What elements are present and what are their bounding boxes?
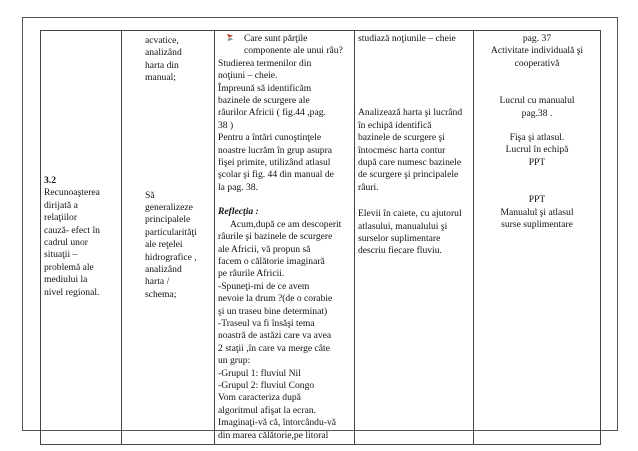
objective-line: problemă ale [44,261,94,273]
activity-line: bazinele de scurgere ale [218,95,310,107]
objective-text: principalele [145,214,191,226]
activity-line: noastre lucrăm în grup asupra [218,144,333,156]
objective-cell [41,31,122,445]
objective-text: Să [145,189,155,201]
activity-line: nevoie la drum ?(de o corabie [218,293,333,305]
objective-text: acvatice, [145,35,179,46]
objective-text: harta / [145,276,170,288]
objective-text: analizând [145,264,182,276]
activity-line: ale Africii, vă propun să [218,243,311,255]
activity-line: noţiuni – cheie. [218,70,278,82]
objective-line: nivel regional. [44,286,100,298]
resource-line: pag. 37 [522,33,552,44]
activity-line: -Spuneţi-mi de ce avem [218,280,310,292]
activity-line: algoritmul afişat la ecran. [218,404,317,416]
student-activity-line: descriu fiecare fluviu. [358,245,442,257]
activity-line: Acum,după ce am descoperit [230,218,342,230]
objective-text: particularităţi [145,226,197,238]
resource-line: Lucrul cu manualul [499,95,575,107]
activity-line: pe râurile Africii. [218,268,285,280]
objective-text: generalizeze [145,202,193,214]
activity-line: -Grupul 2: fluviul Congo [218,379,315,391]
activity-line: râurile şi bazinele de scurgere [218,231,333,243]
student-activity-line: întocmesc harta contur [358,144,446,156]
activity-line: Împreună să identificăm [218,82,312,94]
objective-text: manual; [145,72,176,84]
activity-line: noastră de astăzi care va avea [218,330,332,342]
objective-line: situaţii – [44,249,78,261]
activity-line: şcolar şi fig. 44 din manual de [218,169,334,181]
resource-line: PPT [528,156,546,168]
student-activity-line: studiază noţiunile – cheie [358,33,456,44]
objective-text: ale reţelei [145,239,183,251]
activity-line: 2 staţii ,în care va merge câte [218,342,330,354]
objective-text: analizând [145,47,182,59]
student-activity-line: Analizează harta şi lucrând [358,107,463,119]
activity-line: un grup: [218,355,251,367]
objective-line: mediului la [44,274,88,286]
resource-line: surse suplimentare [501,219,573,231]
activity-line: fişei primite, utilizând atlasul [218,157,331,169]
resource-line: Activitate individuală şi [490,45,584,57]
student-activity-line: surselor suplimentare [358,233,441,245]
activity-line: Vom caracteriza după [218,392,301,404]
resources-cell [474,31,601,445]
resource-line: Lucrul în echipă [505,144,569,156]
question-text: componente ale unui râu? [244,45,343,57]
student-activity-cell [355,31,474,445]
student-activity-line: după care numesc bazinele [358,157,462,169]
objective-line: cadrul unor [44,237,88,249]
resource-line: Manualul şi atlasul [500,206,574,218]
activity-line: Pentru a întări cunoştinţele [218,132,322,144]
activity-line: facem o călătorie imaginară [218,255,325,267]
activity-line: din marea călătorie,pe litoral [218,429,329,441]
student-activity-line: Elevii în caiete, cu ajutorul [358,208,462,220]
reflection-heading: Reflecţia : [218,206,259,218]
resource-line: PPT [528,194,546,206]
activity-line: -Grupul 1: fluviul Nil [218,367,301,379]
resource-line: cooperativă [514,57,560,69]
activity-line: Studierea termenilor din [218,57,312,69]
objective-bullet [125,190,211,302]
objective-line: Recunoaşterea [44,187,100,199]
question-text: Care sunt părţile [244,33,308,44]
activity-line: 38 ) [218,119,234,131]
lesson-plan-table [40,30,601,445]
objective-text: harta din [145,59,179,71]
activity-line: la pag. 38. [218,181,258,193]
activity-line: râurilor Africii ( fig.44 ,pag. [218,107,326,119]
objective-line: cauză- efect în [44,224,100,236]
bullet-question [218,33,351,45]
student-activity-line: atlasului, manualului şi [358,220,448,232]
activity-line: şi un traseu bine determinat) [218,305,328,317]
objective-number: 3.2 [44,175,56,186]
student-activity-line: de scurgere şi principalele [358,169,459,181]
activity-line: -Traseul va fi însăşi tema [218,317,315,329]
student-activity-line: bazinele de scurgere şi [358,132,445,144]
resource-line: pag.38 . [521,107,553,119]
student-activity-line: în echipă identifică [358,119,432,131]
objective-line: relaţiilor [44,212,78,224]
objective-text: hidrografice , [145,251,197,263]
table-row [41,31,601,445]
activity-line: Imaginaţi-vă că, întorcându-vă [218,417,337,429]
flag-bullet-icon [226,33,235,42]
objective-text: schema; [145,288,177,300]
teacher-activity-cell [215,31,355,445]
resource-line: Fişa şi atlasul. [509,132,565,144]
objective-line: dirijată a [44,199,78,211]
student-activity-line: râuri. [358,181,379,193]
operational-objectives-cell [122,31,215,445]
